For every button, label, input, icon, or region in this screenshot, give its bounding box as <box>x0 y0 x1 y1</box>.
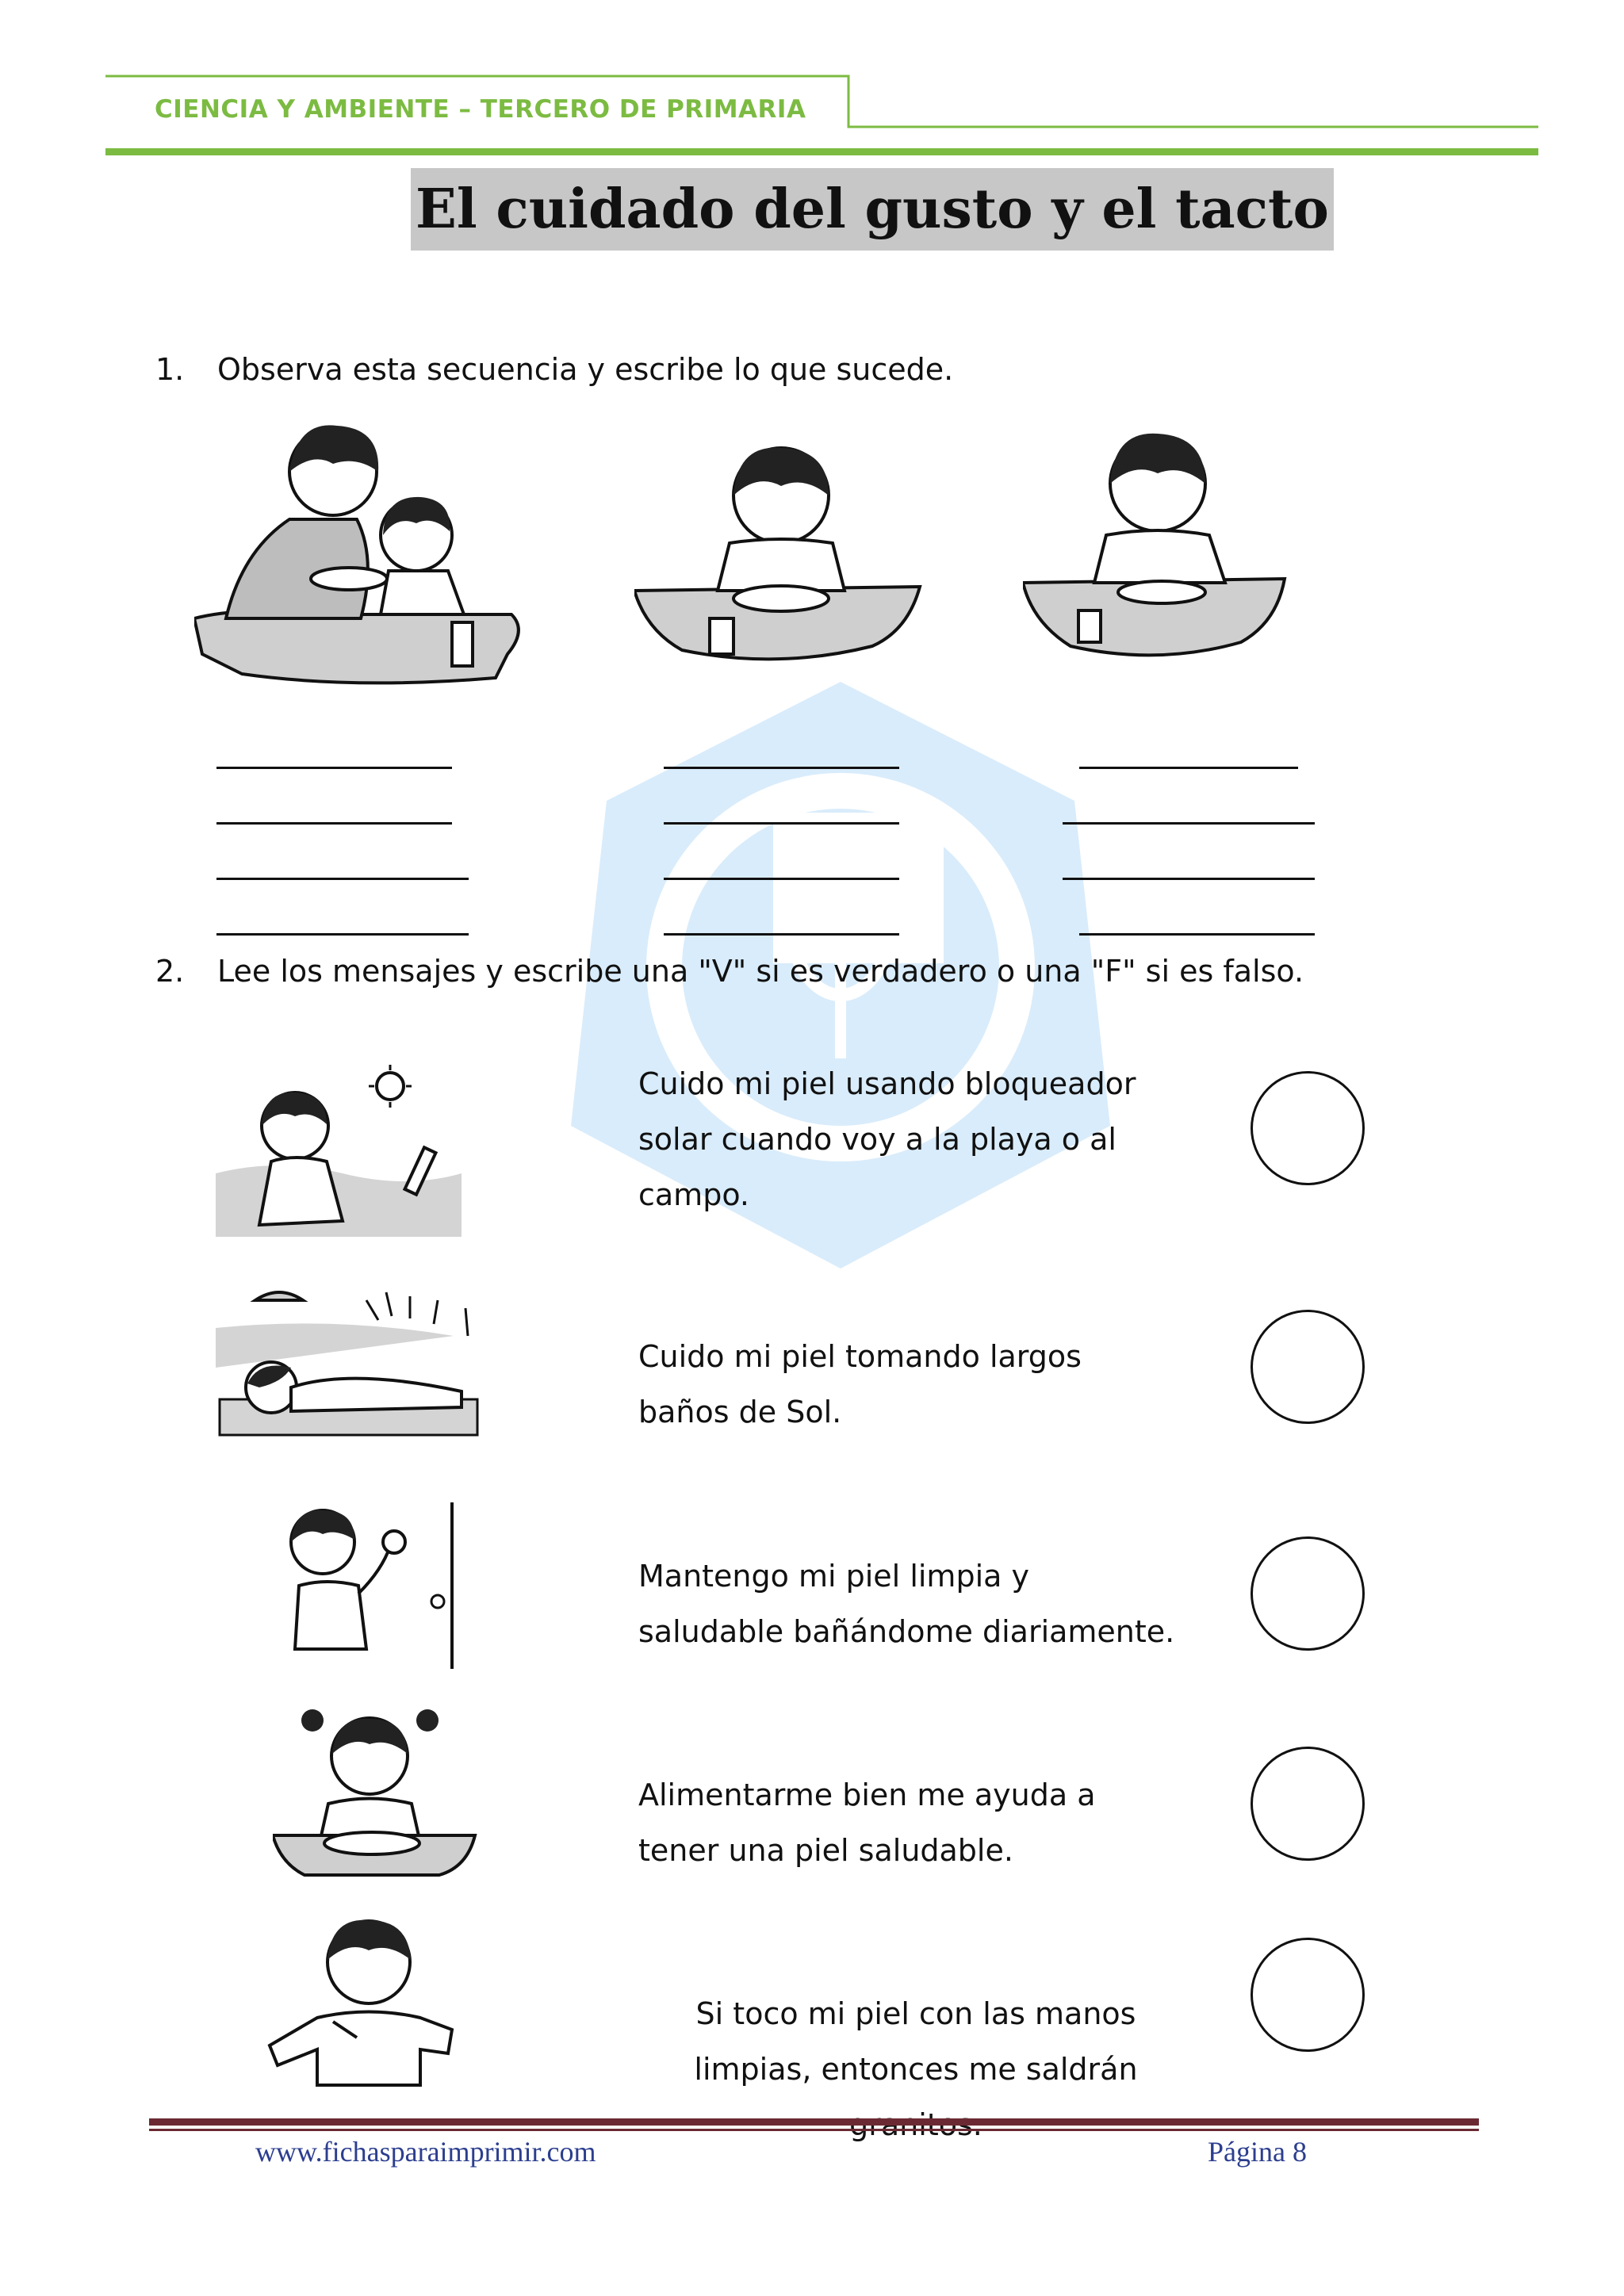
statement-1: Cuido mi piel usando bloqueador solar cuando voy a la playa o al campo. <box>638 1066 1136 1212</box>
footer-rule <box>149 2118 1479 2134</box>
answer-line[interactable] <box>216 822 452 825</box>
answer-line[interactable] <box>664 767 899 769</box>
answer-line[interactable] <box>664 878 899 880</box>
footer-website: www.fichasparaimprimir.com <box>255 2136 596 2168</box>
child-showering-image <box>279 1498 462 1673</box>
page-title: El cuidado del gusto y el tacto <box>411 168 1334 251</box>
answer-line[interactable] <box>1063 822 1315 825</box>
answer-circle-3[interactable] <box>1251 1536 1365 1651</box>
child-sunscreen-beach-image <box>216 1062 462 1237</box>
statement-2: Cuido mi piel tomando largos baños de Sol. <box>638 1339 1082 1429</box>
question-1-text: Observa esta secuencia y escribe lo que sucede. <box>217 352 954 387</box>
answer-line[interactable] <box>664 822 899 825</box>
statement-3: Mantengo mi piel limpia y saludable bañándome diariamente. <box>638 1559 1175 1649</box>
child-eating-soup-image <box>634 432 928 674</box>
boy-touching-arm-image <box>262 1903 468 2093</box>
answer-circle-2[interactable] <box>1251 1310 1365 1424</box>
header-frame <box>0 0 1624 166</box>
answer-line[interactable] <box>216 767 452 769</box>
question-2-text: Lee los mensajes y escribe una "V" si es verdadero o una "F" si es falso. <box>217 954 1304 989</box>
answer-circle-1[interactable] <box>1251 1071 1365 1185</box>
footer-page-number: Página 8 <box>1208 2136 1307 2168</box>
answer-line[interactable] <box>1079 767 1298 769</box>
question-2 <box>155 954 1304 989</box>
mother-feeding-child-image <box>194 416 527 690</box>
answer-line[interactable] <box>664 933 899 936</box>
answer-line[interactable] <box>216 878 469 880</box>
header-subject: CIENCIA Y AMBIENTE – TERCERO DE PRIMARIA <box>155 95 806 124</box>
question-1-number: 1. <box>155 352 185 387</box>
answer-circle-5[interactable] <box>1251 1938 1365 2052</box>
answer-circle-4[interactable] <box>1251 1747 1365 1861</box>
statement-4: Alimentarme bien me ayuda a tener una piel saludable. <box>638 1777 1096 1868</box>
girl-eating-image <box>273 1697 479 1879</box>
statement-5: Si toco mi piel con las manos limpias, entonces me saldrán <box>694 1996 1138 2087</box>
question-1 <box>155 352 953 387</box>
answer-line[interactable] <box>216 933 469 936</box>
answer-line[interactable] <box>1063 878 1315 880</box>
answer-line[interactable] <box>1079 933 1315 936</box>
question-2-number: 2. <box>155 954 185 989</box>
child-sick-stomach-image <box>1023 416 1293 670</box>
person-sunbathing-image <box>216 1280 485 1439</box>
